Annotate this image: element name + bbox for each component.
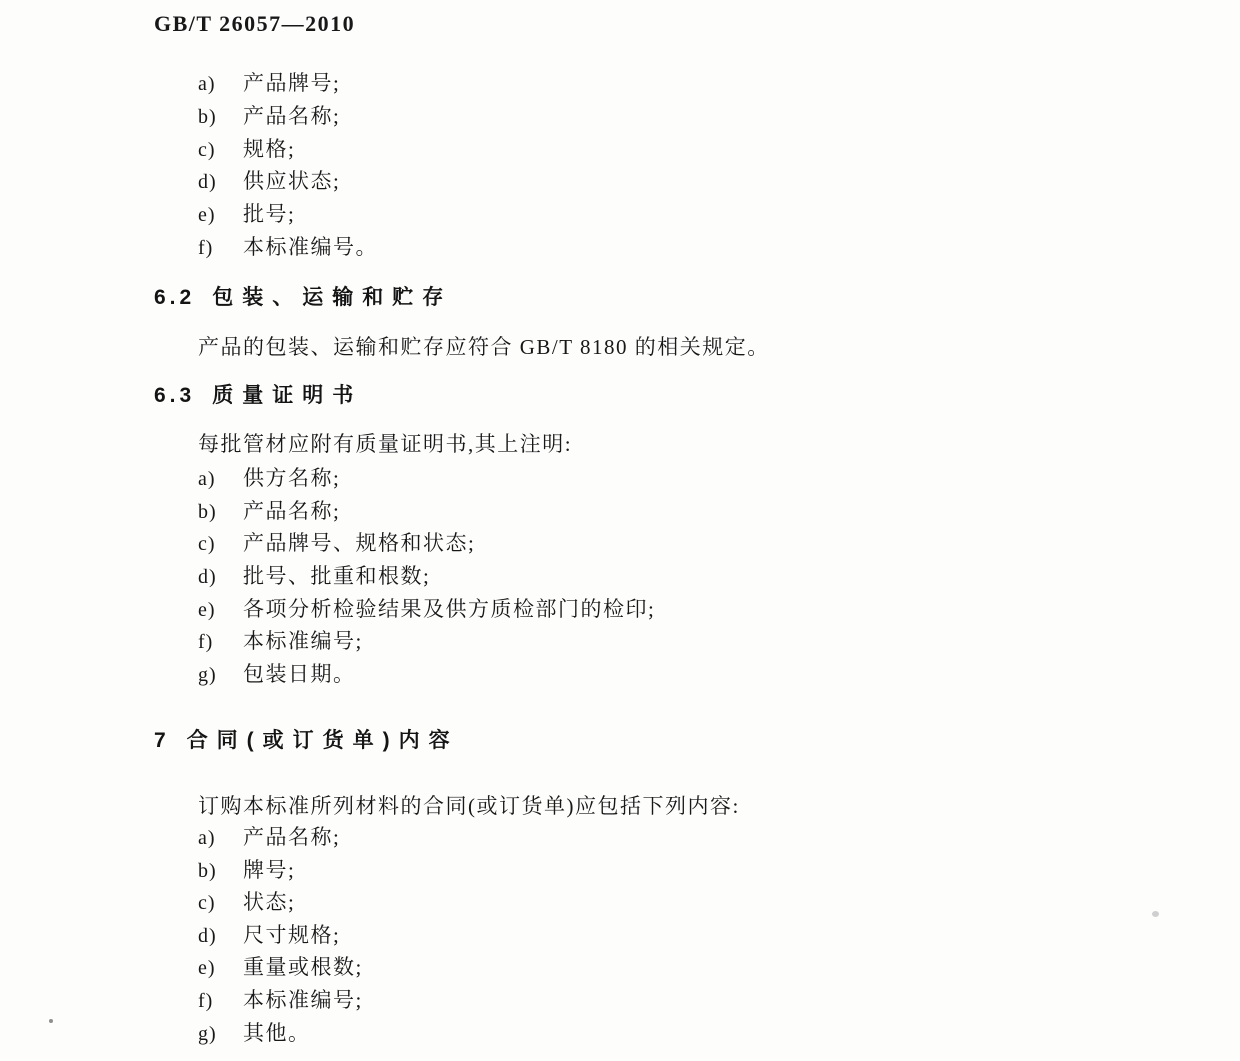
scan-speck xyxy=(1152,911,1159,917)
list-item-text: 重量或根数; xyxy=(243,955,363,980)
list-item-text: 产品牌号; xyxy=(243,71,341,95)
section-number: 6.3 xyxy=(154,384,196,407)
list-item-letter: c) xyxy=(198,892,216,915)
list-item xyxy=(198,625,655,658)
list-item-letter: f) xyxy=(198,631,214,654)
list-item-text: 批号; xyxy=(243,202,296,227)
list-item-letter: f) xyxy=(198,989,214,1012)
list-item xyxy=(198,495,655,528)
section-title: 质量证明书 xyxy=(212,384,363,407)
list-item-text: 本标准编号; xyxy=(243,987,363,1012)
list-item-letter: f) xyxy=(198,236,214,259)
list-item-letter: e) xyxy=(198,957,216,980)
list-item xyxy=(198,821,363,854)
list-item-letter: e) xyxy=(198,204,216,227)
list-item-text: 批号、批重和根数; xyxy=(243,564,431,589)
list-item xyxy=(198,198,378,231)
section-6-3-intro: 每批管材应附有质量证明书,其上注明: xyxy=(198,432,573,456)
list-item xyxy=(198,133,378,166)
list-item-letter: a) xyxy=(198,827,216,849)
list-item xyxy=(198,560,655,593)
list-item-text: 包装日期。 xyxy=(243,662,356,687)
list-item-text: 产品名称; xyxy=(243,825,341,849)
section-7-intro: 订购本标准所列材料的合同(或订货单)应包括下列内容: xyxy=(198,794,740,818)
list-item-text: 供方名称; xyxy=(243,466,341,490)
list-item-letter: b) xyxy=(198,105,217,128)
list-item-letter: c) xyxy=(198,138,216,161)
list-item xyxy=(198,886,363,919)
list-item-text: 各项分析检验结果及供方质检部门的检印; xyxy=(243,596,656,621)
list-item xyxy=(198,67,378,100)
section-6-2-heading xyxy=(154,281,452,311)
list-item-text: 状态; xyxy=(243,890,296,915)
list-item-letter: c) xyxy=(198,533,216,556)
list-item-text: 尺寸规格; xyxy=(243,922,341,947)
list-item xyxy=(198,462,655,495)
clause-6-1-list xyxy=(198,67,378,264)
section-6-3-heading xyxy=(154,379,362,409)
list-item-letter: b) xyxy=(198,859,217,882)
list-item-text: 本标准编号; xyxy=(243,629,363,654)
section-6-2-paragraph: 产品的包装、运输和贮存应符合 GB/T 8180 的相关规定。 xyxy=(198,335,770,359)
list-item-text: 规格; xyxy=(243,136,296,161)
scan-speck xyxy=(49,1019,53,1023)
list-item xyxy=(198,527,655,560)
list-item-text: 产品名称; xyxy=(243,103,341,128)
section-number: 6.2 xyxy=(154,286,196,309)
list-item-letter: d) xyxy=(198,924,217,947)
list-item-text: 产品名称; xyxy=(243,498,341,523)
standard-number: GB/T 26057—2010 xyxy=(154,11,356,36)
list-item-letter: d) xyxy=(198,566,217,589)
section-number: 7 xyxy=(154,729,170,752)
list-item xyxy=(198,1017,363,1050)
list-item xyxy=(198,951,363,984)
list-item-letter: g) xyxy=(198,1022,217,1045)
list-item xyxy=(198,100,378,133)
list-item-letter: a) xyxy=(198,73,216,95)
list-item-letter: b) xyxy=(198,500,217,523)
list-item-text: 其他。 xyxy=(243,1020,311,1045)
list-item xyxy=(198,658,655,691)
list-item xyxy=(198,593,655,626)
list-item-letter: e) xyxy=(198,598,216,621)
section-7-list xyxy=(198,821,363,1049)
list-item-text: 供应状态; xyxy=(243,169,341,194)
section-title: 包装、运输和贮存 xyxy=(212,286,453,309)
list-item xyxy=(198,165,378,198)
list-item xyxy=(198,919,363,952)
list-item-text: 本标准编号。 xyxy=(243,234,378,259)
section-6-3-list xyxy=(198,462,655,691)
list-item-text: 产品牌号、规格和状态; xyxy=(243,531,476,556)
list-item-letter: a) xyxy=(198,468,216,490)
list-item-text: 牌号; xyxy=(243,857,296,882)
list-item xyxy=(198,854,363,887)
list-item xyxy=(198,231,378,264)
list-item xyxy=(198,984,363,1017)
section-7-heading xyxy=(154,724,459,754)
list-item-letter: g) xyxy=(198,664,217,687)
list-item-letter: d) xyxy=(198,171,217,194)
section-title: 合同(或订货单)内容 xyxy=(186,729,459,752)
